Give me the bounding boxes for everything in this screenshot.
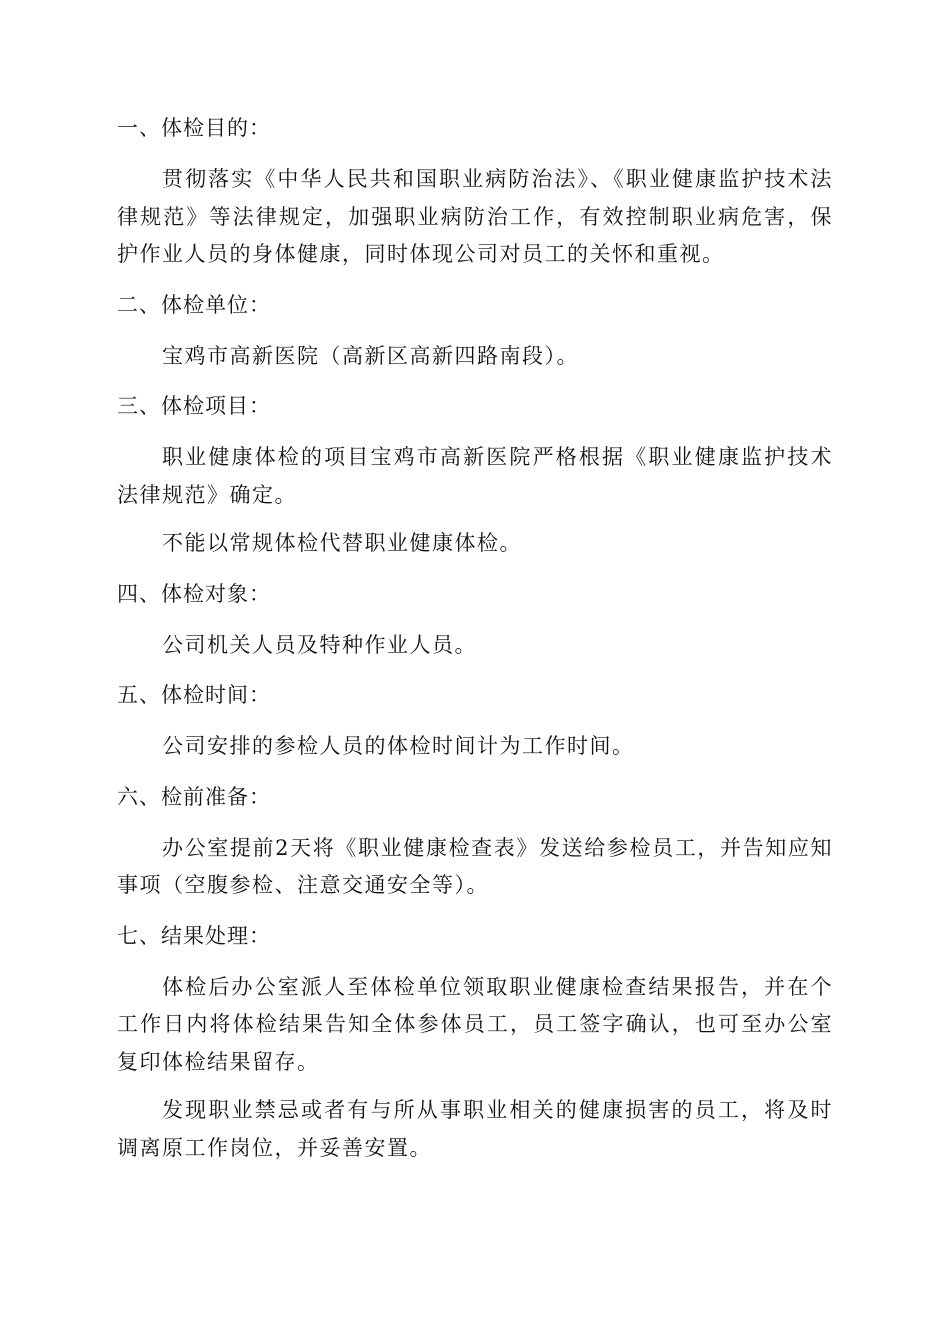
section-paragraph: 发现职业禁忌或者有与所从事职业相关的健康损害的员工，将及时调离原工作岗位，并妥善安置。 xyxy=(117,1098,833,1160)
section-paragraph: 体检后办公室派人至体检单位领取职业健康检查结果报告，并在个工作日内将体检结果告知全体参体员工，员工签字确认，也可至办公室复印体检结果留存。 xyxy=(117,974,833,1074)
section-heading-unit: 二、体检单位： xyxy=(117,292,271,317)
section-heading-purpose: 一、体检目的： xyxy=(117,116,271,140)
section-heading-items: 三、体检项目： xyxy=(117,394,271,418)
section-paragraph: 公司机关人员及特种作业人员。 xyxy=(162,632,477,657)
section-heading-time: 五、体检时间： xyxy=(117,683,271,707)
section-heading-preparation: 六、检前准备： xyxy=(117,784,271,809)
section-paragraph: 办公室提前2天将《职业健康检查表》发送给参检员工，并告知应知事项（空腹参检、注意交通安全等）。 xyxy=(117,835,833,897)
section-heading-results: 七、结果处理： xyxy=(117,923,271,948)
section-paragraph: 贯彻落实《中华人民共和国职业病防治法》、《职业健康监护技术法律规范》等法律规定，加强职业病防治工作，有效控制职业病危害，保护作业人员的身体健康，同时体现公司对员工的关怀和重视。 xyxy=(117,167,833,266)
section-heading-subjects: 四、体检对象： xyxy=(117,581,271,606)
section-paragraph: 公司安排的参检人员的体检时间计为工作时间。 xyxy=(162,734,635,758)
document-body xyxy=(117,115,833,1185)
section-paragraph: 不能以常规体检代替职业健康体检。 xyxy=(162,531,522,555)
section-paragraph: 宝鸡市高新医院（高新区高新四路南段）。 xyxy=(162,343,579,368)
section-paragraph: 职业健康体检的项目宝鸡市高新医院严格根据《职业健康监护技术法律规范》确定。 xyxy=(117,445,833,507)
